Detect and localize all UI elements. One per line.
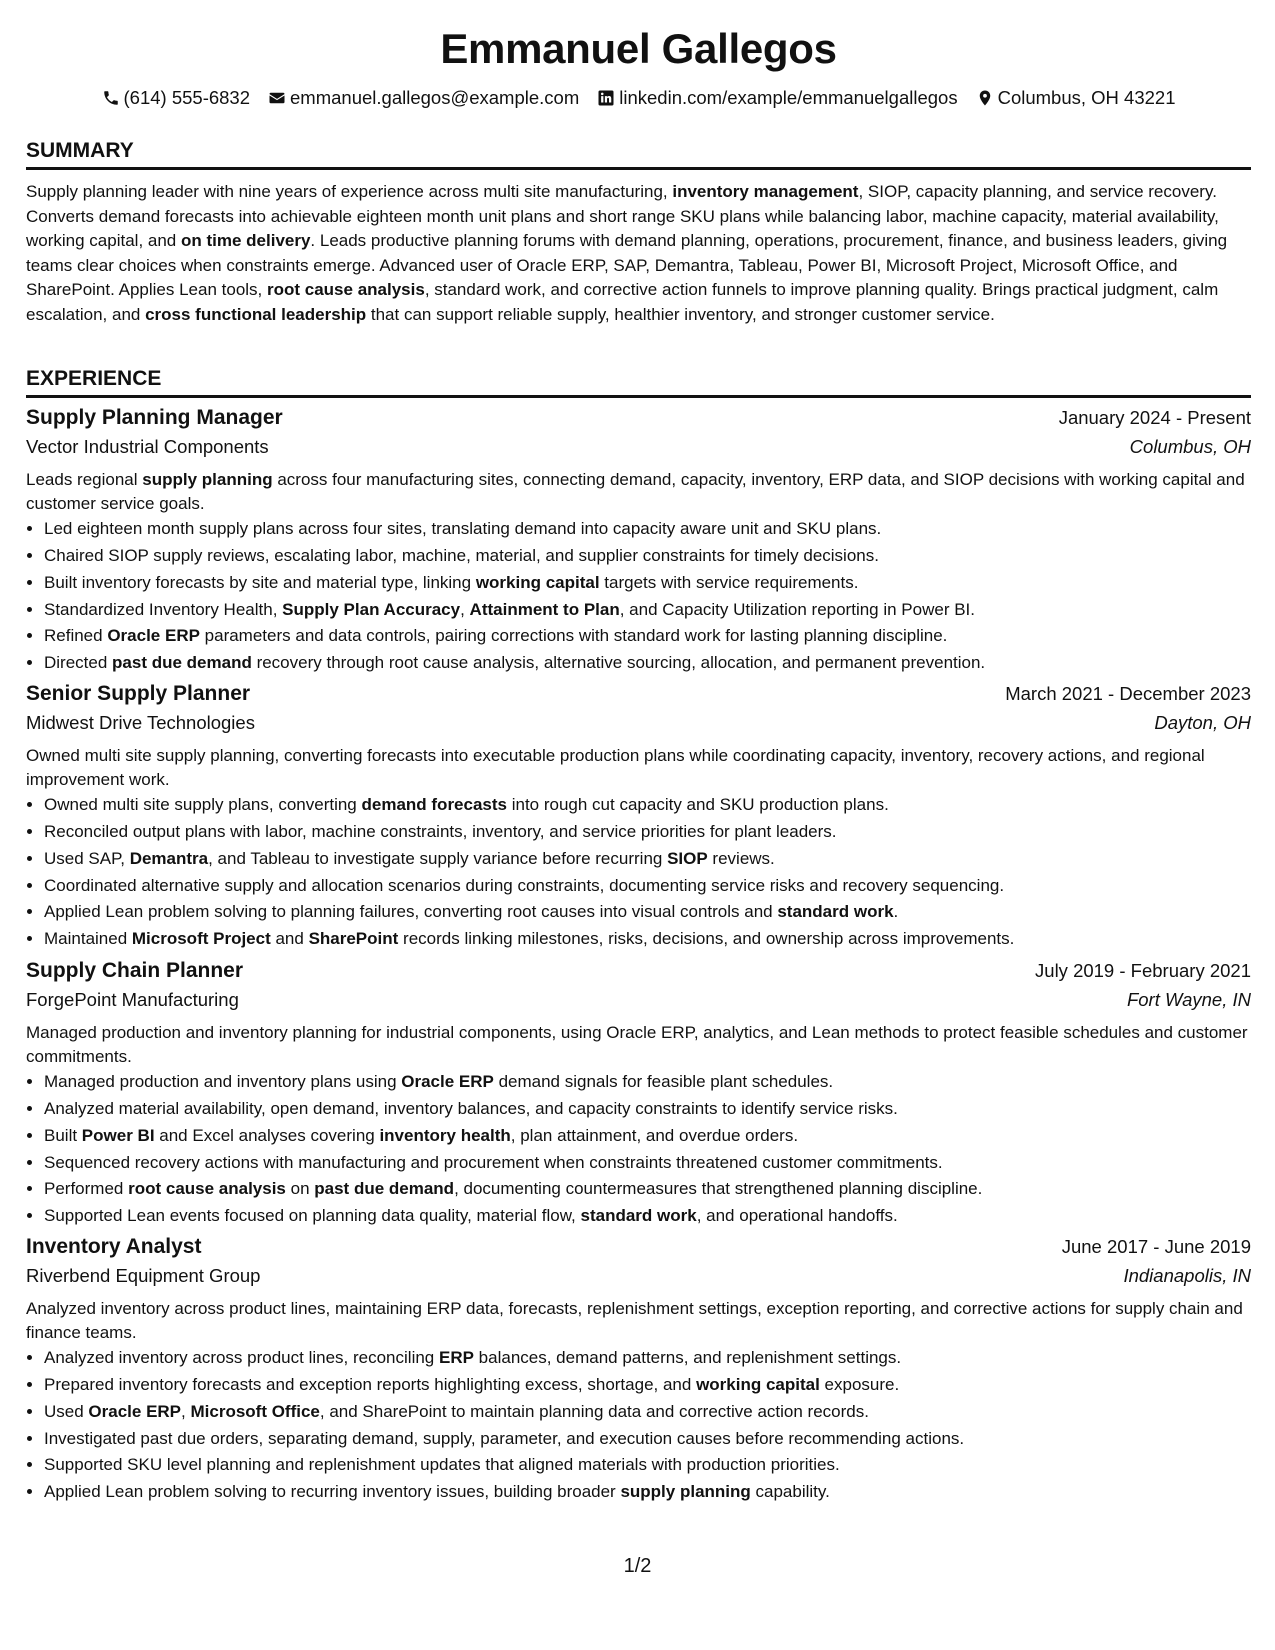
job-title: Inventory Analyst — [26, 1235, 202, 1258]
bold-keyword: supply planning — [142, 470, 273, 489]
job-location: Fort Wayne, IN — [1126, 989, 1251, 1010]
bold-keyword: root cause analysis — [267, 280, 425, 300]
job-entry — [26, 404, 1251, 677]
bold-keyword: cross functional leadership — [145, 304, 367, 324]
job-title: Supply Planning Manager — [26, 406, 283, 429]
job-bullet: • Owned multi site supply plans, converting demand forecasts into rough cut capacity and SKU production plans. — [44, 792, 1251, 819]
contact-phone — [102, 86, 251, 110]
job-dates: June 2017 - June 2019 — [1061, 1236, 1251, 1257]
job-bullet: • Coordinated alternative supply and allocation scenarios during constraints, documenting service risks and recovery sequencing. — [44, 873, 1251, 900]
job-bullet-list — [26, 516, 1251, 677]
section-divider — [26, 395, 1251, 398]
email-link[interactable]: emmanuel.gallegos@example.com — [290, 87, 580, 108]
bold-keyword: on time delivery — [180, 231, 311, 251]
job-bullet-list — [26, 792, 1251, 953]
bold-keyword: SIOP — [667, 848, 708, 868]
job-bullet: • Led eighteen month supply plans across four sites, translating demand into capacity aware unit and SKU plans. — [44, 516, 1251, 543]
bold-keyword: working capital — [696, 1374, 820, 1394]
job-company: Vector Industrial Components — [26, 436, 269, 457]
job-bullet: • Analyzed inventory across product lines, reconciling ERP balances, demand patterns, and replenishment settings. — [44, 1345, 1251, 1372]
job-subheader — [26, 987, 1251, 1013]
bold-keyword: Attainment to Plan — [469, 599, 620, 619]
job-header — [26, 404, 1251, 432]
job-bullet: • Applied Lean problem solving to recurring inventory issues, building broader supply planning capability. — [44, 1479, 1251, 1506]
job-bullet: • Used Oracle ERP, Microsoft Office, and SharePoint to maintain planning data and corrective action records. — [44, 1399, 1251, 1426]
linkedin-icon — [597, 89, 615, 107]
bold-keyword: Oracle ERP — [401, 1072, 494, 1092]
job-title: Senior Supply Planner — [26, 682, 251, 705]
job-title: Supply Chain Planner — [26, 959, 244, 982]
resume-page — [26, 20, 1251, 1502]
job-location: Dayton, OH — [1154, 712, 1251, 733]
contact-email[interactable] — [268, 86, 579, 110]
job-bullet: • Managed production and inventory plans using Oracle ERP demand signals for feasible plant schedules. — [44, 1069, 1251, 1096]
summary-section — [26, 138, 1251, 328]
job-bullet: • Used SAP, Demantra, and Tableau to investigate supply variance before recurring SIOP reviews. — [44, 846, 1251, 873]
job-bullet: • Built Power BI and Excel analyses covering inventory health, plan attainment, and overdue orders. — [44, 1123, 1251, 1150]
bold-keyword: root cause analysis — [128, 1179, 286, 1199]
job-bullet: • Directed past due demand recovery through root cause analysis, alternative sourcing, allocation, and permanent prevention. — [44, 650, 1251, 677]
bold-keyword: Supply Plan Accuracy — [282, 599, 461, 619]
bold-keyword: standard work — [580, 1206, 697, 1226]
job-bullet: • Performed root cause analysis on past due demand, documenting countermeasures that strengthened planning discipline. — [44, 1176, 1251, 1203]
job-bullet: • Investigated past due orders, separating demand, supply, parameter, and execution causes before recommending actions. — [44, 1426, 1251, 1453]
candidate-name: Emmanuel Gallegos — [440, 25, 837, 72]
job-bullet-list — [26, 1345, 1251, 1506]
job-bullet-list — [26, 1069, 1251, 1230]
job-subheader — [26, 710, 1251, 736]
job-bullet: • Chaired SIOP supply reviews, escalating labor, machine, material, and supplier constraints for timely decisions. — [44, 543, 1251, 570]
job-summary: Owned multi site supply planning, converting forecasts into executable production plans while coordinating capacity, inventory, recovery actions, and regional improvement work. — [26, 746, 1205, 789]
job-company: ForgePoint Manufacturing — [26, 989, 239, 1010]
job-summary: Leads regional supply planning across four manufacturing sites, connecting demand, capacity, inventory, ERP data, and SIOP decisions with working capital and customer service goals. — [26, 470, 1245, 513]
bold-keyword: past due demand — [112, 653, 252, 673]
job-summary: Managed production and inventory planning for industrial components, using Oracle ERP, analytics, and Lean methods to protect feasible schedules and customer commitments. — [26, 1023, 1248, 1066]
bold-keyword: Power BI — [81, 1125, 155, 1145]
section-title-experience: EXPERIENCE — [26, 367, 162, 390]
bold-keyword: demand forecasts — [361, 795, 507, 815]
bold-keyword: supply planning — [620, 1482, 751, 1502]
job-dates: July 2019 - February 2021 — [1035, 960, 1251, 981]
job-bullet: • Standardized Inventory Health, Supply Plan Accuracy, Attainment to Plan, and Capacity Utilization reporting in Power BI. — [44, 597, 1251, 624]
job-bullet: • Refined Oracle ERP parameters and data controls, pairing corrections with standard work for lasting planning discipline. — [44, 623, 1251, 650]
job-bullet: • Maintained Microsoft Project and SharePoint records linking milestones, risks, decisions, and ownership across improvements. — [44, 926, 1251, 953]
bold-keyword: inventory health — [379, 1125, 511, 1145]
contact-linkedin[interactable] — [597, 86, 957, 110]
job-dates: January 2024 - Present — [1058, 407, 1251, 428]
job-entry — [26, 680, 1251, 953]
job-bullet: • Analyzed material availability, open demand, inventory balances, and capacity constraints to identify service risks. — [44, 1096, 1251, 1123]
job-location: Indianapolis, IN — [1123, 1265, 1251, 1286]
bold-keyword: Microsoft Project — [131, 929, 271, 949]
bold-keyword: working capital — [475, 572, 600, 592]
location-text: Columbus, OH 43221 — [997, 87, 1176, 108]
job-bullet: • Prepared inventory forecasts and exception reports highlighting excess, shortage, and working capital exposure. — [44, 1372, 1251, 1399]
job-subheader — [26, 1263, 1251, 1289]
linkedin-link[interactable]: linkedin.com/example/emmanuelgallegos — [619, 87, 958, 108]
job-bullet: • Sequenced recovery actions with manufacturing and procurement when constraints threatened customer commitments. — [44, 1150, 1251, 1177]
job-entry — [26, 957, 1251, 1230]
job-header — [26, 957, 1251, 985]
job-company: Riverbend Equipment Group — [26, 1265, 261, 1286]
bold-keyword: Oracle ERP — [107, 626, 200, 646]
job-bullet: • Applied Lean problem solving to planning failures, converting root causes into visual controls and standard work. — [44, 899, 1251, 926]
map-pin-icon — [976, 89, 994, 107]
job-subheader — [26, 434, 1251, 460]
phone-icon — [102, 89, 120, 107]
bold-keyword: past due demand — [314, 1179, 455, 1199]
job-entry — [26, 1233, 1251, 1506]
bold-keyword: Demantra — [129, 848, 209, 868]
job-location: Columbus, OH — [1129, 436, 1251, 457]
job-bullet: • Built inventory forecasts by site and material type, linking working capital targets with service requirements. — [44, 570, 1251, 597]
job-summary: Analyzed inventory across product lines, maintaining ERP data, forecasts, replenishment settings, exception reporting, and corrective actions for supply chain and finance teams. — [26, 1299, 1243, 1342]
envelope-icon — [268, 89, 286, 107]
contact-location — [976, 86, 1176, 110]
job-header — [26, 1233, 1251, 1261]
bold-keyword: standard work — [777, 902, 894, 922]
contact-bar — [26, 86, 1251, 110]
phone-text: (614) 555-6832 — [123, 87, 251, 108]
bold-keyword: ERP — [438, 1348, 474, 1368]
bold-keyword: SharePoint — [308, 929, 399, 949]
section-divider — [26, 167, 1251, 170]
job-bullet: • Supported Lean events focused on planning data quality, material flow, standard work, and operational handoffs. — [44, 1203, 1251, 1230]
bold-keyword: Microsoft Office — [190, 1401, 320, 1421]
job-dates: March 2021 - December 2023 — [1005, 683, 1251, 704]
job-bullet: • Supported SKU level planning and replenishment updates that aligned materials with production priorities. — [44, 1452, 1251, 1479]
summary-text: Supply planning leader with nine years of experience across multi site manufacturing, inventory management, SIOP, capacity planning, and service recovery. Converts demand forecasts into achievable eighteen month unit plans and short range SKU plans while balancing labor, machine capacity, material availability, working capital, and on time delivery. Leads productive planning forums with demand planning, operations, procurement, finance, and business leaders, giving teams clear choices when constraints emerge. Advanced user of Oracle ERP, SAP, Demantra, Tableau, Power BI, Microsoft Project, Microsoft Office, and SharePoint. Applies Lean tools, root cause analysis, standard work, and corrective action funnels to improve planning quality. Brings practical judgment, calm escalation, and cross functional leadership that can support reliable supply, healthier inventory, and stronger customer service. — [26, 182, 1228, 324]
page-number: 1/2 — [623, 1555, 652, 1577]
bold-keyword: Oracle ERP — [88, 1401, 182, 1421]
job-bullet: • Reconciled output plans with labor, machine constraints, inventory, and service priorities for plant leaders. — [44, 819, 1251, 846]
section-title-summary: SUMMARY — [26, 139, 134, 162]
bold-keyword: inventory management — [672, 182, 859, 201]
experience-section — [26, 366, 1251, 1502]
job-header — [26, 680, 1251, 708]
job-company: Midwest Drive Technologies — [26, 712, 255, 733]
